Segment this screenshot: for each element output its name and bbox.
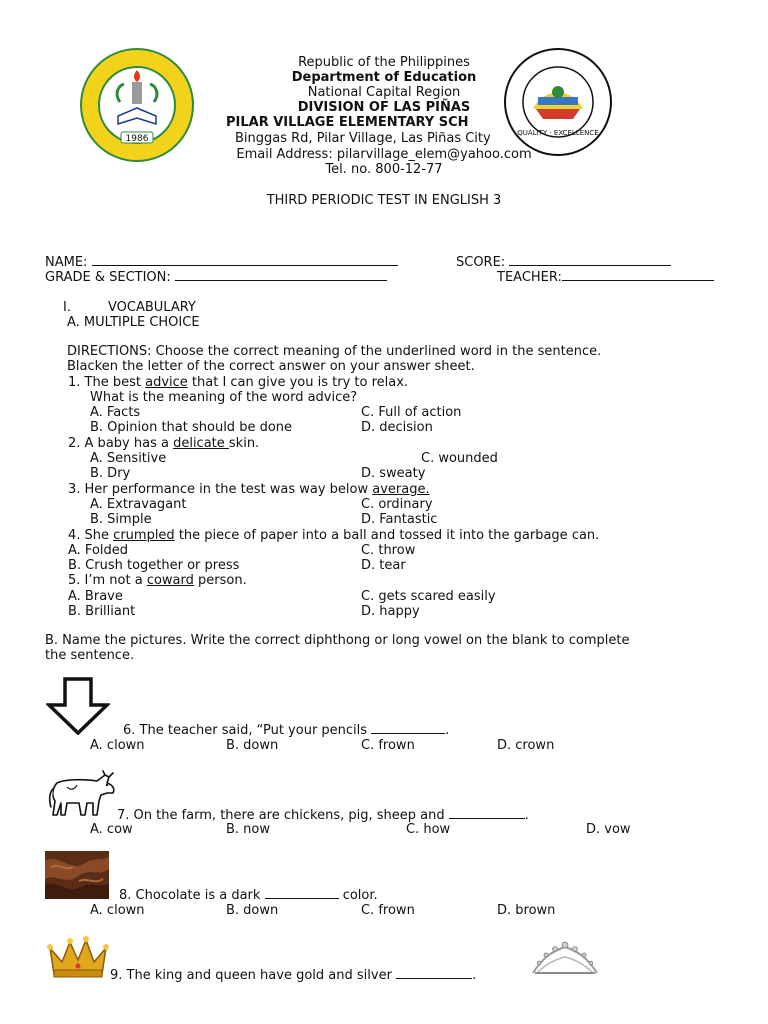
answer-blank[interactable] [265,887,339,899]
score-blank[interactable] [509,254,671,266]
underlined-word: average. [372,482,430,497]
choice-5b[interactable]: B. Brilliant [68,604,136,619]
question-4: 4. She crumpled the piece of paper into a ball and tossed it into the garbage can. [68,528,600,543]
question-2: 2. A baby has a delicate skin. [68,436,260,451]
choice-8a[interactable]: A. clown [90,903,145,918]
seal-year: 1986 [125,134,149,144]
choice-7a[interactable]: A. cow [90,822,133,837]
grade-section-blank[interactable] [175,269,387,281]
chocolate-icon [45,851,109,899]
choice-1d[interactable]: D. decision [361,420,433,435]
test-title: THIRD PERIODIC TEST IN ENGLISH 3 [266,193,502,208]
section-b-instructions-1: B. Name the pictures. Write the correct diphthong or long vowel on the blank to complete [45,633,630,648]
teacher-blank[interactable] [562,269,714,281]
name-blank[interactable] [92,254,398,266]
header-tel: Tel. no. 800-12-77 [325,162,443,177]
underlined-word: delicate [173,436,229,451]
question-8: 8. Chocolate is a dark color. [119,888,378,903]
grade-section-label: GRADE & SECTION: [45,270,171,285]
choice-5a[interactable]: A. Brave [68,589,123,604]
section-subtitle: A. MULTIPLE CHOICE [67,315,200,330]
choice-3c[interactable]: C. ordinary [361,497,433,512]
question-7: 7. On the farm, there are chickens, pig, sheep and . [117,808,529,823]
underlined-word: advice [145,375,188,390]
directions-line-1: DIRECTIONS: Choose the correct meaning of the underlined word in the sentence. [67,344,602,359]
name-label: NAME: [45,255,88,270]
question-3: 3. Her performance in the test was way below average. [68,482,430,497]
gold-crown-icon [46,936,110,980]
seal-motto: QUALITY · EXCELLENCE [517,129,599,137]
choice-8d[interactable]: D. brown [497,903,556,918]
choice-2b[interactable]: B. Dry [90,466,131,481]
choice-8b[interactable]: B. down [226,903,279,918]
header-division: DIVISION OF LAS PIÑAS [297,100,471,115]
header-school: PILAR VILLAGE ELEMENTARY SCH [226,115,469,130]
question-5: 5. I’m not a coward person. [68,573,247,588]
choice-6b[interactable]: B. down [226,738,279,753]
choice-3b[interactable]: B. Simple [90,512,152,527]
question-6: 6. The teacher said, “Put your pencils . [123,723,450,738]
choice-2d[interactable]: D. sweaty [361,466,426,481]
directions-line-2: Blacken the letter of the correct answer on your answer sheet. [67,359,475,374]
choice-2c[interactable]: C. wounded [421,451,498,466]
grade-section-field[interactable] [45,269,387,285]
choice-1b[interactable]: B. Opinion that should be done [90,420,293,435]
name-field[interactable] [45,254,398,270]
choice-7c[interactable]: C. how [406,822,451,837]
underlined-word: crumpled [113,528,175,543]
question-1-prompt: What is the meaning of the word advice? [90,390,358,405]
header-address: Binggas Rd, Pilar Village, Las Piñas City [235,131,491,146]
answer-blank[interactable] [449,807,525,819]
teacher-label: TEACHER: [497,270,562,285]
question-1: 1. The best advice that I can give you is try to relax. [68,375,409,390]
teacher-field[interactable] [497,269,714,285]
choice-1a[interactable]: A. Facts [90,405,141,420]
answer-blank[interactable] [396,967,472,979]
choice-7b[interactable]: B. now [226,822,271,837]
header-republic: Republic of the Philippines [298,55,470,70]
answer-blank[interactable] [371,722,445,734]
choice-5c[interactable]: C. gets scared easily [361,589,496,604]
choice-6a[interactable]: A. clown [90,738,145,753]
header-region: National Capital Region [307,85,461,100]
question-9: 9. The king and queen have gold and silver . [110,968,477,983]
header-email: Email Address: pilarvillage_elem@yahoo.com [236,147,532,162]
section-title: VOCABULARY [108,300,196,315]
underlined-word: coward [146,573,194,588]
header-department: Department of Education [291,70,477,85]
choice-2a[interactable]: A. Sensitive [90,451,167,466]
choice-4a[interactable]: A. Folded [68,543,129,558]
section-b-instructions-2: the sentence. [45,648,135,663]
score-field[interactable] [456,254,671,270]
choice-6d[interactable]: D. crown [497,738,555,753]
choice-8c[interactable]: C. frown [361,903,415,918]
choice-4b[interactable]: B. Crush together or press [68,558,240,573]
choice-3d[interactable]: D. Fantastic [361,512,438,527]
choice-3a[interactable]: A. Extravagant [90,497,187,512]
cow-icon [47,767,117,823]
choice-7d[interactable]: D. vow [586,822,631,837]
choice-4c[interactable]: C. throw [361,543,416,558]
section-number: I. [63,300,71,315]
choice-1c[interactable]: C. Full of action [361,405,462,420]
silver-tiara-icon [529,939,601,979]
score-label: SCORE: [456,255,506,270]
down-arrow-icon [46,677,110,735]
choice-4d[interactable]: D. tear [361,558,406,573]
choice-6c[interactable]: C. frown [361,738,415,753]
choice-5d[interactable]: D. happy [361,604,420,619]
